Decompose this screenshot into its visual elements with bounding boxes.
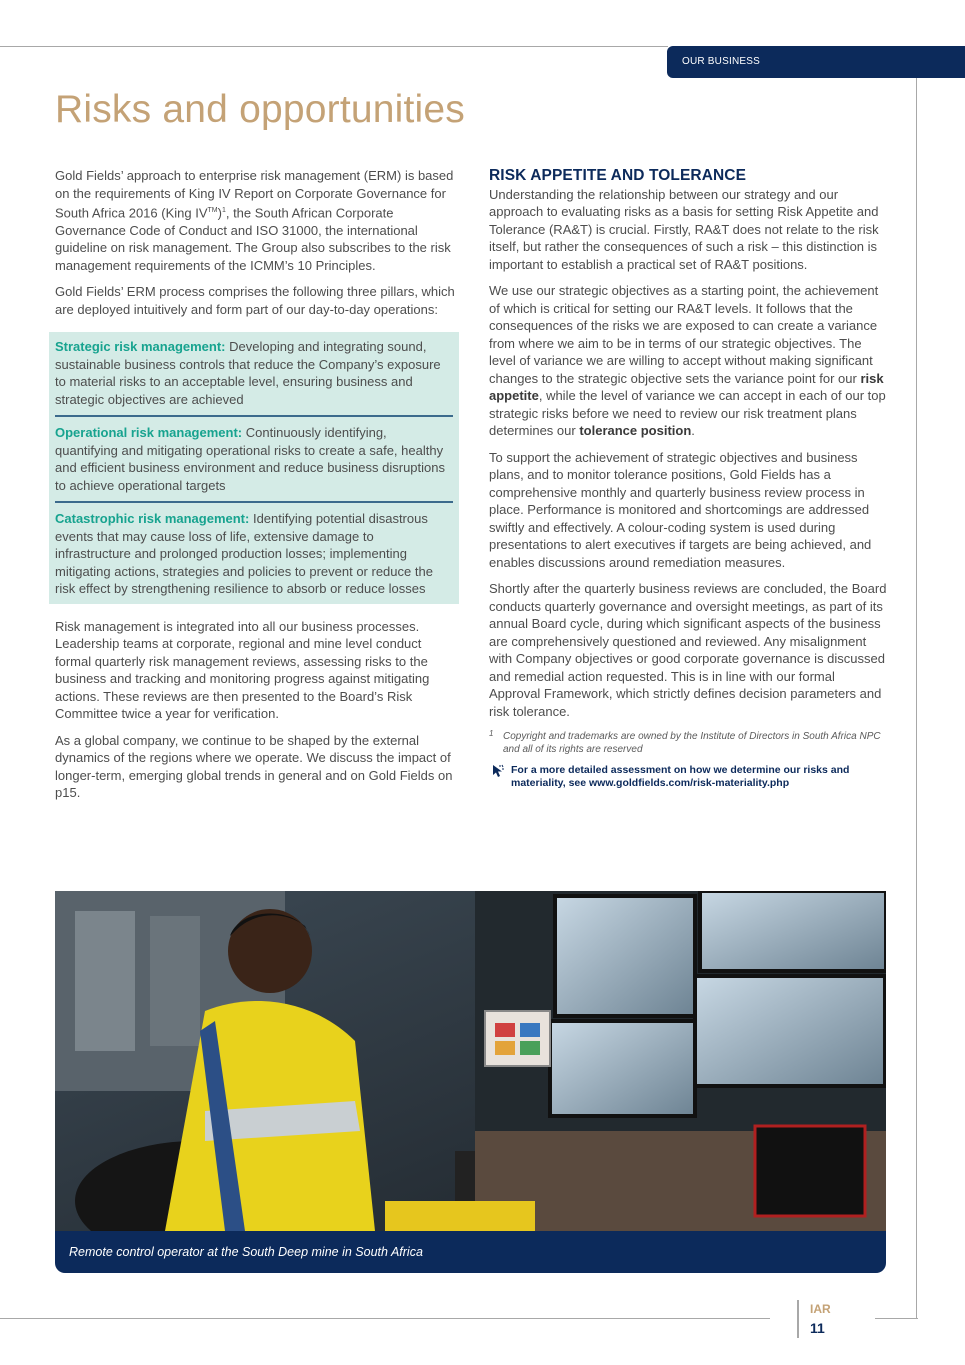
section-tab: OUR BUSINESS (667, 46, 965, 78)
more-info-text: For a more detailed assessment on how we determine our risks and materiality, see www.goldfields.com/risk-materiality.php (511, 764, 850, 789)
intro-paragraph-1: Gold Fields’ approach to enterprise risk management (ERM) is based on the requirements of King IV Report on Corporate Governance for South Africa 2016 (King IV™)$^1$, the South African Corporate Governance Code of Conduct and ISO 31000, the international guideline on risk management. The Group also subscribes to the risk management requirements of the ICMM’s 10 Principles. (55, 168, 454, 273)
photo-caption: Remote control operator at the South Deep mine in South Africa (55, 1231, 886, 1273)
pillar-text: Continuously identifying, quantifying and mitigating operational risks to create a safe, healthy and efficient business environment and reduce business disruptions to achieve operational targets (55, 425, 445, 493)
pillar-title: Operational risk management: (55, 425, 243, 441)
section-heading: RISK APPETITE AND TOLERANCE (489, 167, 747, 184)
outro-paragraph-2: As a global company, we continue to be shaped by the external dynamics of the regions where we operate. We discuss the impact of longer-term, emerging global trends in general and on Gold Fields on p15. (55, 732, 453, 801)
pillar-strategic (55, 338, 453, 417)
pillars-box (49, 332, 459, 604)
pillar-text: Developing and integrating sound, sustainable business controls that reduce the Company’s exposure to material risks to an acceptable level, ensuring business and strategic objectives are achieved (55, 339, 441, 407)
report-label: IAR (810, 1302, 831, 1316)
pillar-title: Catastrophic risk management: (55, 511, 250, 527)
folio-divider (797, 1300, 799, 1338)
left-column (55, 167, 455, 811)
cursor-icon (491, 764, 505, 782)
intro-paragraph-2: Gold Fields’ ERM process comprises the following three pillars, which are deployed intuitively and form part of our day-to-day operations: (55, 284, 455, 317)
outro-paragraph-1: Risk management is integrated into all our business processes. Leadership teams at corporate, regional and mine level conduct formal quarterly risk management reviews, assessing risks to the business and tracking and monitoring progress against mitigating actions. These reviews are then presented to the Board’s Risk Committee twice a year for verification. (55, 618, 430, 722)
pillar-text: Identifying potential disastrous events that may cause loss of life, extensive damage to infrastructure and prolonged production losses; implementing mitigating actions, strategies and policies to prevent or reduce the risk effect by strengthening resilience to absorb or reduce losses (55, 511, 433, 597)
ra-t-paragraph-4: Shortly after the quarterly business reviews are concluded, the Board conducts quarterly governance and oversight meetings, as part of its annual Board cycle, during which significant aspects of the business are comprehensively questioned and reviewed. Any misalignment with Company objectives or good corporate governance is discussed and remedial action requested. This is in line with our formal Approval Framework, which strictly defines decision parameters and risk tolerance. (489, 581, 887, 719)
ra-t-paragraph-1: Understanding the relationship between our strategy and our approach to evaluating risks as a basis for setting Risk Appetite and Tolerance (RA&T) is crucial. Firstly, RA&T does not relate to the risk itself, but rather the consequences of such a risk – this distinction is important to establish a practical set of RA&T positions. (489, 186, 879, 272)
more-info-link[interactable] (489, 764, 889, 790)
footer-rule-right (875, 1318, 918, 1319)
pillar-catastrophic (55, 510, 453, 598)
operator-photo (55, 891, 886, 1231)
pillar-title: Strategic risk management: (55, 339, 226, 355)
right-column (489, 167, 889, 790)
page-title: Risks and opportunities (55, 88, 465, 131)
footnote (489, 730, 889, 756)
header-rule (0, 46, 668, 47)
footnote-text: Copyright and trademarks are owned by the Institute of Directors in South Africa NPC and all of its rights are reserved (503, 731, 881, 755)
pillar-operational (55, 424, 453, 503)
footnote-mark: 1 (489, 729, 494, 738)
ra-t-paragraph-3: To support the achievement of strategic objectives and business plans, and to monitor tolerance positions, Gold Fields has a comprehensive monthly and quarterly business review process in place. Performance is monitored and shortcomings are addressed swiftly and effectively. A colour-coding system is used during presentations to alert executives if targets are being achieved, and enables discussions around remediation measures. (489, 449, 872, 570)
right-margin-rule (916, 78, 917, 1318)
footer-rule (0, 1318, 770, 1319)
ra-t-paragraph-2: We use our strategic objectives as a starting point, the achievement of which is critical for setting our RA&T levels. It follows that the consequences of the risks we are exposed to can create a variance from where we aim to be in terms of our strategic objectives. The level of variance we are willing to accept without making significant changes to the strategic objective sets the variance point for our risk appetite, while the level of variance we can accept in each of our top strategic risks before we need to review our risk treatment plans determines our tolerance position. (489, 283, 886, 438)
page-number: 11 (810, 1320, 825, 1336)
